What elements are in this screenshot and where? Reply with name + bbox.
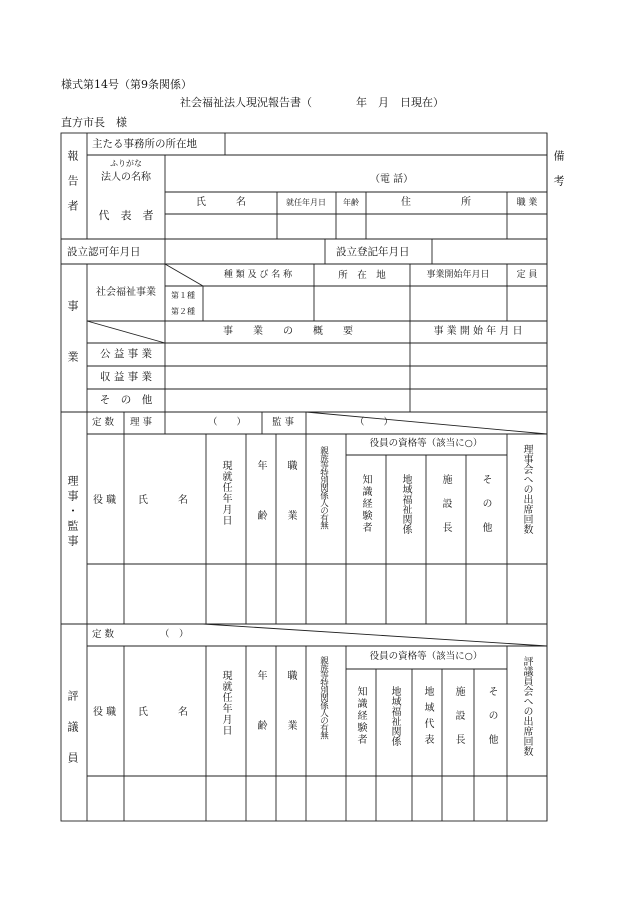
office-address-label: 主たる事務所の所在地 xyxy=(92,138,197,150)
officer-qual-regional: 地域福祉関係 xyxy=(400,474,411,534)
kind2-label: 第２種 xyxy=(171,307,195,316)
directors-count: （ ） xyxy=(208,417,247,428)
form-number: 様式第14号（第9条関係） xyxy=(61,78,192,91)
councillor-qual-knowledge: 知識経験者 xyxy=(355,686,366,746)
representative-label: 代 表 者 xyxy=(98,209,154,222)
rep-age-col: 年齢 xyxy=(343,198,359,207)
councillor-qual-facility: 施設長 xyxy=(453,686,464,758)
councillor-term-col: 現就任年月日 xyxy=(220,670,231,736)
directors-label: 理 事 xyxy=(130,417,153,428)
auditors-count: （ ） xyxy=(355,417,394,428)
officer-qual-other: その他 xyxy=(480,474,491,546)
council-attendance-col: 評議員会への出席回数 xyxy=(521,656,532,756)
councillor-role-col: 役 職 xyxy=(93,707,117,718)
addressee: 直方市長 様 xyxy=(61,116,127,129)
councillors-side-label: 評議員 xyxy=(66,690,79,783)
start-date-col: 事業開始年月日 xyxy=(426,270,490,280)
capacity-col: 定 員 xyxy=(516,270,538,280)
reporter-side-label: 報告者 xyxy=(66,150,79,225)
rep-occupation-col: 職 業 xyxy=(516,198,538,208)
officer-job-col: 職業 xyxy=(285,460,296,560)
kind1-label: 第１種 xyxy=(171,291,195,300)
board-attendance-col: 理事会への出席回数 xyxy=(521,444,532,534)
officer-qual-knowledge: 知識経験者 xyxy=(360,474,371,534)
officer-name-col: 氏 名 xyxy=(138,495,188,506)
social-welfare-label: 社会福祉事業 xyxy=(96,287,156,298)
officer-qual-title: 役員の資格等（該当に○） xyxy=(369,438,483,449)
summary-col: 事 業 の 概 要 xyxy=(223,326,353,337)
officer-relatives-col: 親族等特別関係人の有無 xyxy=(318,446,329,529)
officer-age-col: 年齢 xyxy=(255,460,266,560)
councillor-qual-other: その他 xyxy=(486,686,497,758)
remarks-label: 備考 xyxy=(552,150,565,200)
profit-business-label: 収 益 事 業 xyxy=(99,371,153,383)
councillor-qual-regional: 地域福祉関係 xyxy=(389,686,400,746)
business-side-label: 事業 xyxy=(66,300,79,402)
public-business-label: 公 益 事 業 xyxy=(99,348,153,360)
page-title: 社会福祉法人現況報告書（ 年 月 日現在） xyxy=(180,96,444,109)
kind-name-col: 種 類 及 び 名 称 xyxy=(223,270,293,280)
councillors-quota-label: 定 数 xyxy=(92,629,115,640)
registration-date-label: 設立登記年月日 xyxy=(336,246,410,258)
rep-name-col: 氏 名 xyxy=(196,197,246,208)
location-col: 所 在 地 xyxy=(338,270,386,281)
officer-qual-facility: 施設長 xyxy=(440,474,451,546)
councillor-age-col: 年齢 xyxy=(255,670,266,770)
councillor-job-col: 職業 xyxy=(285,670,296,770)
phone-label: （電 話） xyxy=(370,174,414,185)
officers-side-label: 理事・監事 xyxy=(66,475,79,550)
councillor-qual-title: 役員の資格等（該当に○） xyxy=(369,651,483,662)
auditors-label: 監 事 xyxy=(272,417,295,428)
officer-term-col: 現就任年月日 xyxy=(220,460,231,526)
councillors-count: （ ） xyxy=(160,629,189,640)
summary-start-col: 事 業 開 始 年 月 日 xyxy=(433,326,523,337)
rep-term-date-col: 就任年月日 xyxy=(286,198,326,207)
other-business-label: そ の 他 xyxy=(99,394,153,406)
corp-name-label: 法人の名称 xyxy=(101,172,151,183)
councillor-relatives-col: 親族等特別関係人の有無 xyxy=(318,656,329,739)
councillor-qual-community: 地域代表 xyxy=(422,686,433,750)
rep-address-col: 住 所 xyxy=(401,197,471,208)
officer-role-col: 役 職 xyxy=(93,495,117,506)
approval-date-label: 設立認可年月日 xyxy=(67,246,141,258)
furigana-label: ふりがな xyxy=(110,159,142,168)
councillor-name-col: 氏 名 xyxy=(138,707,188,718)
officers-quota-label: 定 数 xyxy=(92,417,115,428)
